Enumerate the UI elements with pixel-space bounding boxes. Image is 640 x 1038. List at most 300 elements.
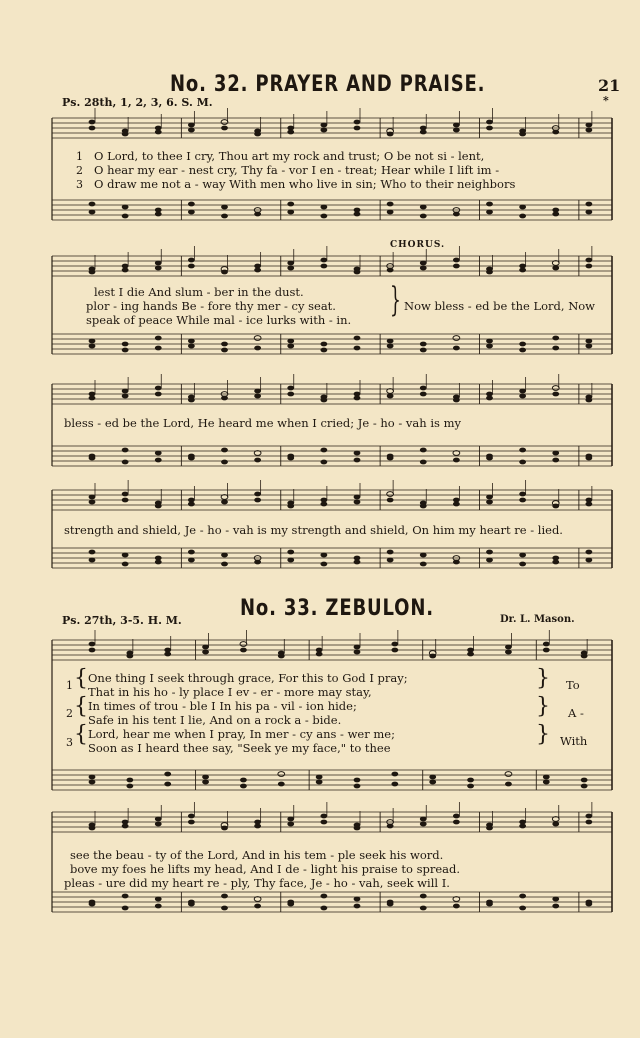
note-head <box>89 396 96 401</box>
note-head <box>387 132 394 137</box>
note-head <box>155 504 162 509</box>
note-head <box>585 550 592 555</box>
note-head <box>387 456 394 461</box>
lyric-line: bless - ed be the Lord, He heard me when I cried; Je - ho - vah is my <box>64 416 461 430</box>
note-head <box>126 778 133 783</box>
ending-word: A - <box>568 706 584 720</box>
note-head <box>453 502 460 507</box>
note-head <box>552 266 559 271</box>
note-head <box>122 824 129 829</box>
note-head <box>188 344 195 349</box>
note-head <box>320 214 327 219</box>
note-head <box>188 456 195 461</box>
note-head <box>221 342 228 347</box>
note-head <box>486 126 493 131</box>
note-head <box>164 772 171 777</box>
lyric-line: In times of trou - ble I In his pa - vil - ion hide; <box>88 699 357 713</box>
note-head <box>155 817 162 822</box>
note-head <box>354 458 361 463</box>
note-head <box>486 120 493 125</box>
note-head <box>89 780 96 785</box>
page-number: 21 <box>598 76 621 95</box>
note-head <box>221 562 228 567</box>
lyric-line: speak of peace While mal - ice lurks with - in. <box>86 313 352 327</box>
note-head <box>519 894 526 899</box>
note-head <box>354 126 361 131</box>
note-head <box>155 130 162 135</box>
note-head <box>89 495 96 500</box>
note-head <box>122 205 129 210</box>
note-head <box>287 210 294 215</box>
note-head <box>354 336 361 341</box>
note-head <box>155 822 162 827</box>
note-head <box>155 212 162 217</box>
lyric-line: Safe in his tent I lie, And on a rock a - bide. <box>88 713 342 727</box>
note-head <box>221 906 228 911</box>
note-head <box>155 451 162 456</box>
note-head <box>585 202 592 207</box>
verse-number: 3 <box>66 736 73 749</box>
brace: { <box>74 694 88 719</box>
note-head <box>354 500 361 505</box>
note-head <box>188 502 195 507</box>
note-head <box>164 652 171 657</box>
note-head <box>486 210 493 215</box>
brace: } <box>390 280 401 320</box>
note-head <box>240 642 247 647</box>
note-head <box>453 820 460 825</box>
note-head <box>221 270 228 275</box>
note-head <box>122 448 129 453</box>
note-head <box>287 202 294 207</box>
note-head <box>519 460 526 465</box>
note-head <box>519 268 526 273</box>
note-head <box>354 212 361 217</box>
note-head <box>254 389 261 394</box>
note-head <box>287 902 294 907</box>
note-head <box>240 784 247 789</box>
note-head <box>320 258 327 263</box>
note-head <box>453 458 460 463</box>
note-head <box>585 558 592 563</box>
note-head <box>126 784 133 789</box>
note-head <box>453 398 460 403</box>
note-head <box>221 553 228 558</box>
verse-number: 1 <box>76 150 83 163</box>
note-head <box>420 386 427 391</box>
note-head <box>354 897 361 902</box>
note-head <box>552 897 559 902</box>
note-head <box>254 268 261 273</box>
note-head <box>453 123 460 128</box>
lyric-line: strength and shield, Je - ho - vah is my strength and shield, On him my heart re - lied. <box>64 523 563 537</box>
note-head <box>221 500 228 505</box>
note-head <box>164 782 171 787</box>
note-head <box>391 648 398 653</box>
note-head <box>429 780 436 785</box>
note-head <box>519 498 526 503</box>
note-head <box>287 261 294 266</box>
note-head <box>453 264 460 269</box>
note-head <box>354 560 361 565</box>
note-head <box>429 775 436 780</box>
note-head <box>486 902 493 907</box>
note-head <box>278 782 285 787</box>
note-head <box>387 339 394 344</box>
note-head <box>188 398 195 403</box>
note-head <box>552 560 559 565</box>
lyric-line: One thing I seek through grace, For this to God I pray; <box>88 671 408 685</box>
note-head <box>155 392 162 397</box>
note-head <box>122 906 129 911</box>
lyric-line: bove my foes he lifts my head, And I de - light his praise to spread. <box>70 862 461 876</box>
note-head <box>552 458 559 463</box>
note-head <box>486 396 493 401</box>
note-head <box>287 504 294 509</box>
note-head <box>387 498 394 503</box>
note-head <box>287 817 294 822</box>
note-head <box>420 894 427 899</box>
note-head <box>287 822 294 827</box>
note-head <box>320 264 327 269</box>
note-head <box>387 394 394 399</box>
note-head <box>354 784 361 789</box>
note-head <box>89 642 96 647</box>
note-head <box>453 258 460 263</box>
note-head <box>486 344 493 349</box>
note-head <box>320 123 327 128</box>
note-head <box>188 339 195 344</box>
note-head <box>320 460 327 465</box>
note-head <box>188 123 195 128</box>
lyric-line: plor - ing hands Be - fore thy mer - cy seat. <box>86 299 336 313</box>
note-head <box>585 128 592 133</box>
note-head <box>89 500 96 505</box>
note-head <box>420 460 427 465</box>
note-head <box>585 264 592 269</box>
note-head <box>453 128 460 133</box>
note-head <box>391 772 398 777</box>
note-head <box>387 268 394 273</box>
note-head <box>254 824 261 829</box>
note-head <box>320 342 327 347</box>
note-head <box>552 904 559 909</box>
note-head <box>188 210 195 215</box>
note-head <box>420 448 427 453</box>
note-head <box>420 906 427 911</box>
note-head <box>552 386 559 391</box>
note-head <box>519 389 526 394</box>
note-head <box>420 817 427 822</box>
note-head <box>221 126 228 131</box>
note-head <box>254 212 261 217</box>
note-head <box>585 502 592 507</box>
note-head <box>420 504 427 509</box>
note-head <box>543 780 550 785</box>
note-head <box>287 339 294 344</box>
lyric-line: Lord, hear me when I pray, In mer - cy ans - wer me; <box>88 727 395 741</box>
hymn-32-title: No. 32. PRAYER AND PRAISE. <box>170 72 486 97</box>
note-head <box>387 202 394 207</box>
note-head <box>320 553 327 558</box>
page-mark: * <box>603 94 609 107</box>
note-head <box>585 814 592 819</box>
hymn-33-meter: Ps. 27th, 3-5. H. M. <box>62 614 182 627</box>
note-head <box>316 780 323 785</box>
note-head <box>420 553 427 558</box>
note-head <box>155 336 162 341</box>
hymn-33-title: No. 33. ZEBULON. <box>240 596 434 621</box>
note-head <box>354 778 361 783</box>
note-head <box>221 396 228 401</box>
note-head <box>354 826 361 831</box>
note-head <box>188 820 195 825</box>
note-head <box>453 904 460 909</box>
note-head <box>420 266 427 271</box>
note-head <box>505 782 512 787</box>
note-head <box>552 822 559 827</box>
note-head <box>316 775 323 780</box>
note-head <box>387 492 394 497</box>
note-head <box>287 386 294 391</box>
note-head <box>278 654 285 659</box>
note-head <box>354 451 361 456</box>
note-head <box>155 266 162 271</box>
note-head <box>585 820 592 825</box>
verse-number: 3 <box>76 178 83 191</box>
note-head <box>89 210 96 215</box>
note-head <box>221 448 228 453</box>
note-head <box>486 550 493 555</box>
note-head <box>519 132 526 137</box>
note-head <box>467 652 474 657</box>
note-head <box>519 394 526 399</box>
ending-word: To <box>566 678 580 692</box>
note-head <box>486 339 493 344</box>
note-head <box>188 902 195 907</box>
note-head <box>221 348 228 353</box>
note-head <box>89 456 96 461</box>
note-head <box>391 642 398 647</box>
note-head <box>221 826 228 831</box>
note-head <box>354 346 361 351</box>
note-head <box>202 645 209 650</box>
note-head <box>453 560 460 565</box>
brace: } <box>536 722 550 747</box>
note-head <box>420 348 427 353</box>
note-head <box>122 394 129 399</box>
note-head <box>543 642 550 647</box>
note-head <box>240 648 247 653</box>
note-head <box>89 826 96 831</box>
note-head <box>122 214 129 219</box>
note-head <box>467 784 474 789</box>
note-head <box>188 128 195 133</box>
note-head <box>519 553 526 558</box>
note-head <box>122 460 129 465</box>
note-head <box>387 344 394 349</box>
verse-number: 2 <box>66 707 73 720</box>
note-head <box>486 456 493 461</box>
note-head <box>486 826 493 831</box>
note-head <box>122 342 129 347</box>
lyric-line: O hear my ear - nest cry, Thy fa - vor I en - treat; Hear while I lift im - <box>94 163 500 177</box>
note-head <box>320 894 327 899</box>
note-head <box>254 458 261 463</box>
note-head <box>581 778 588 783</box>
note-head <box>278 772 285 777</box>
note-head <box>254 394 261 399</box>
note-head <box>387 550 394 555</box>
note-head <box>89 775 96 780</box>
note-head <box>155 458 162 463</box>
note-head <box>420 342 427 347</box>
note-head <box>585 123 592 128</box>
note-head <box>354 904 361 909</box>
note-head <box>505 645 512 650</box>
note-head <box>585 456 592 461</box>
brace: } <box>536 694 550 719</box>
brace: } <box>536 666 550 691</box>
lyric-line: O Lord, to thee I cry, Thou art my rock and trust; O be not si - lent, <box>94 149 485 163</box>
note-head <box>188 264 195 269</box>
note-head <box>354 645 361 650</box>
note-head <box>89 550 96 555</box>
note-head <box>155 560 162 565</box>
note-head <box>552 336 559 341</box>
note-head <box>221 894 228 899</box>
note-head <box>155 386 162 391</box>
note-head <box>429 654 436 659</box>
note-head <box>202 775 209 780</box>
note-head <box>552 212 559 217</box>
note-head <box>486 558 493 563</box>
note-head <box>287 130 294 135</box>
note-head <box>453 336 460 341</box>
note-head <box>320 814 327 819</box>
note-head <box>122 894 129 899</box>
lyric-line: Soon as I heard thee say, "Seek ye my face," to thee <box>88 741 391 755</box>
note-head <box>122 562 129 567</box>
brace: { <box>74 666 88 691</box>
note-head <box>122 348 129 353</box>
note-head <box>354 650 361 655</box>
note-head <box>320 448 327 453</box>
note-head <box>287 456 294 461</box>
note-head <box>354 495 361 500</box>
note-head <box>519 342 526 347</box>
lyric-line: see the beau - ty of the Lord, And in his tem - ple seek his word. <box>70 848 444 862</box>
note-head <box>420 822 427 827</box>
note-head <box>89 120 96 125</box>
note-head <box>387 210 394 215</box>
note-head <box>467 778 474 783</box>
note-head <box>126 654 133 659</box>
note-head <box>387 558 394 563</box>
hymn-32-meter: Ps. 28th, 1, 2, 3, 6. S. M. <box>62 96 213 109</box>
note-head <box>585 398 592 403</box>
note-head <box>221 205 228 210</box>
note-head <box>519 214 526 219</box>
note-head <box>486 495 493 500</box>
note-head <box>543 648 550 653</box>
note-head <box>287 344 294 349</box>
note-head <box>519 824 526 829</box>
note-head <box>155 261 162 266</box>
note-head <box>387 902 394 907</box>
note-head <box>519 448 526 453</box>
note-head <box>287 550 294 555</box>
note-head <box>202 650 209 655</box>
note-head <box>585 339 592 344</box>
note-head <box>354 396 361 401</box>
note-head <box>254 904 261 909</box>
note-head <box>585 258 592 263</box>
lyric-line: lest I die And slum - ber in the dust. <box>94 285 304 299</box>
note-head <box>420 261 427 266</box>
note-head <box>89 339 96 344</box>
note-head <box>122 132 129 137</box>
note-head <box>320 906 327 911</box>
note-head <box>391 782 398 787</box>
note-head <box>188 258 195 263</box>
note-head <box>320 398 327 403</box>
note-head <box>420 130 427 135</box>
note-head <box>585 344 592 349</box>
note-head <box>89 270 96 275</box>
note-head <box>89 202 96 207</box>
note-head <box>585 210 592 215</box>
note-head <box>486 270 493 275</box>
note-head <box>122 498 129 503</box>
ending-word: With <box>560 734 588 748</box>
note-head <box>122 268 129 273</box>
note-head <box>287 392 294 397</box>
note-head <box>221 120 228 125</box>
note-head <box>486 202 493 207</box>
note-head <box>420 205 427 210</box>
note-head <box>188 558 195 563</box>
note-head <box>320 502 327 507</box>
note-head <box>155 897 162 902</box>
note-head <box>89 648 96 653</box>
note-head <box>420 392 427 397</box>
note-head <box>519 562 526 567</box>
note-head <box>188 202 195 207</box>
note-head <box>221 214 228 219</box>
verse-number: 1 <box>66 679 73 692</box>
note-head <box>240 778 247 783</box>
note-head <box>202 780 209 785</box>
note-head <box>519 348 526 353</box>
note-head <box>155 346 162 351</box>
note-head <box>316 652 323 657</box>
note-head <box>552 451 559 456</box>
note-head <box>453 814 460 819</box>
note-head <box>354 270 361 275</box>
note-head <box>254 346 261 351</box>
note-head <box>543 775 550 780</box>
note-head <box>320 820 327 825</box>
note-head <box>519 906 526 911</box>
brace: { <box>74 722 88 747</box>
note-head <box>320 562 327 567</box>
note-head <box>89 126 96 131</box>
note-head <box>254 132 261 137</box>
note-head <box>254 336 261 341</box>
note-head <box>420 214 427 219</box>
note-head <box>89 902 96 907</box>
